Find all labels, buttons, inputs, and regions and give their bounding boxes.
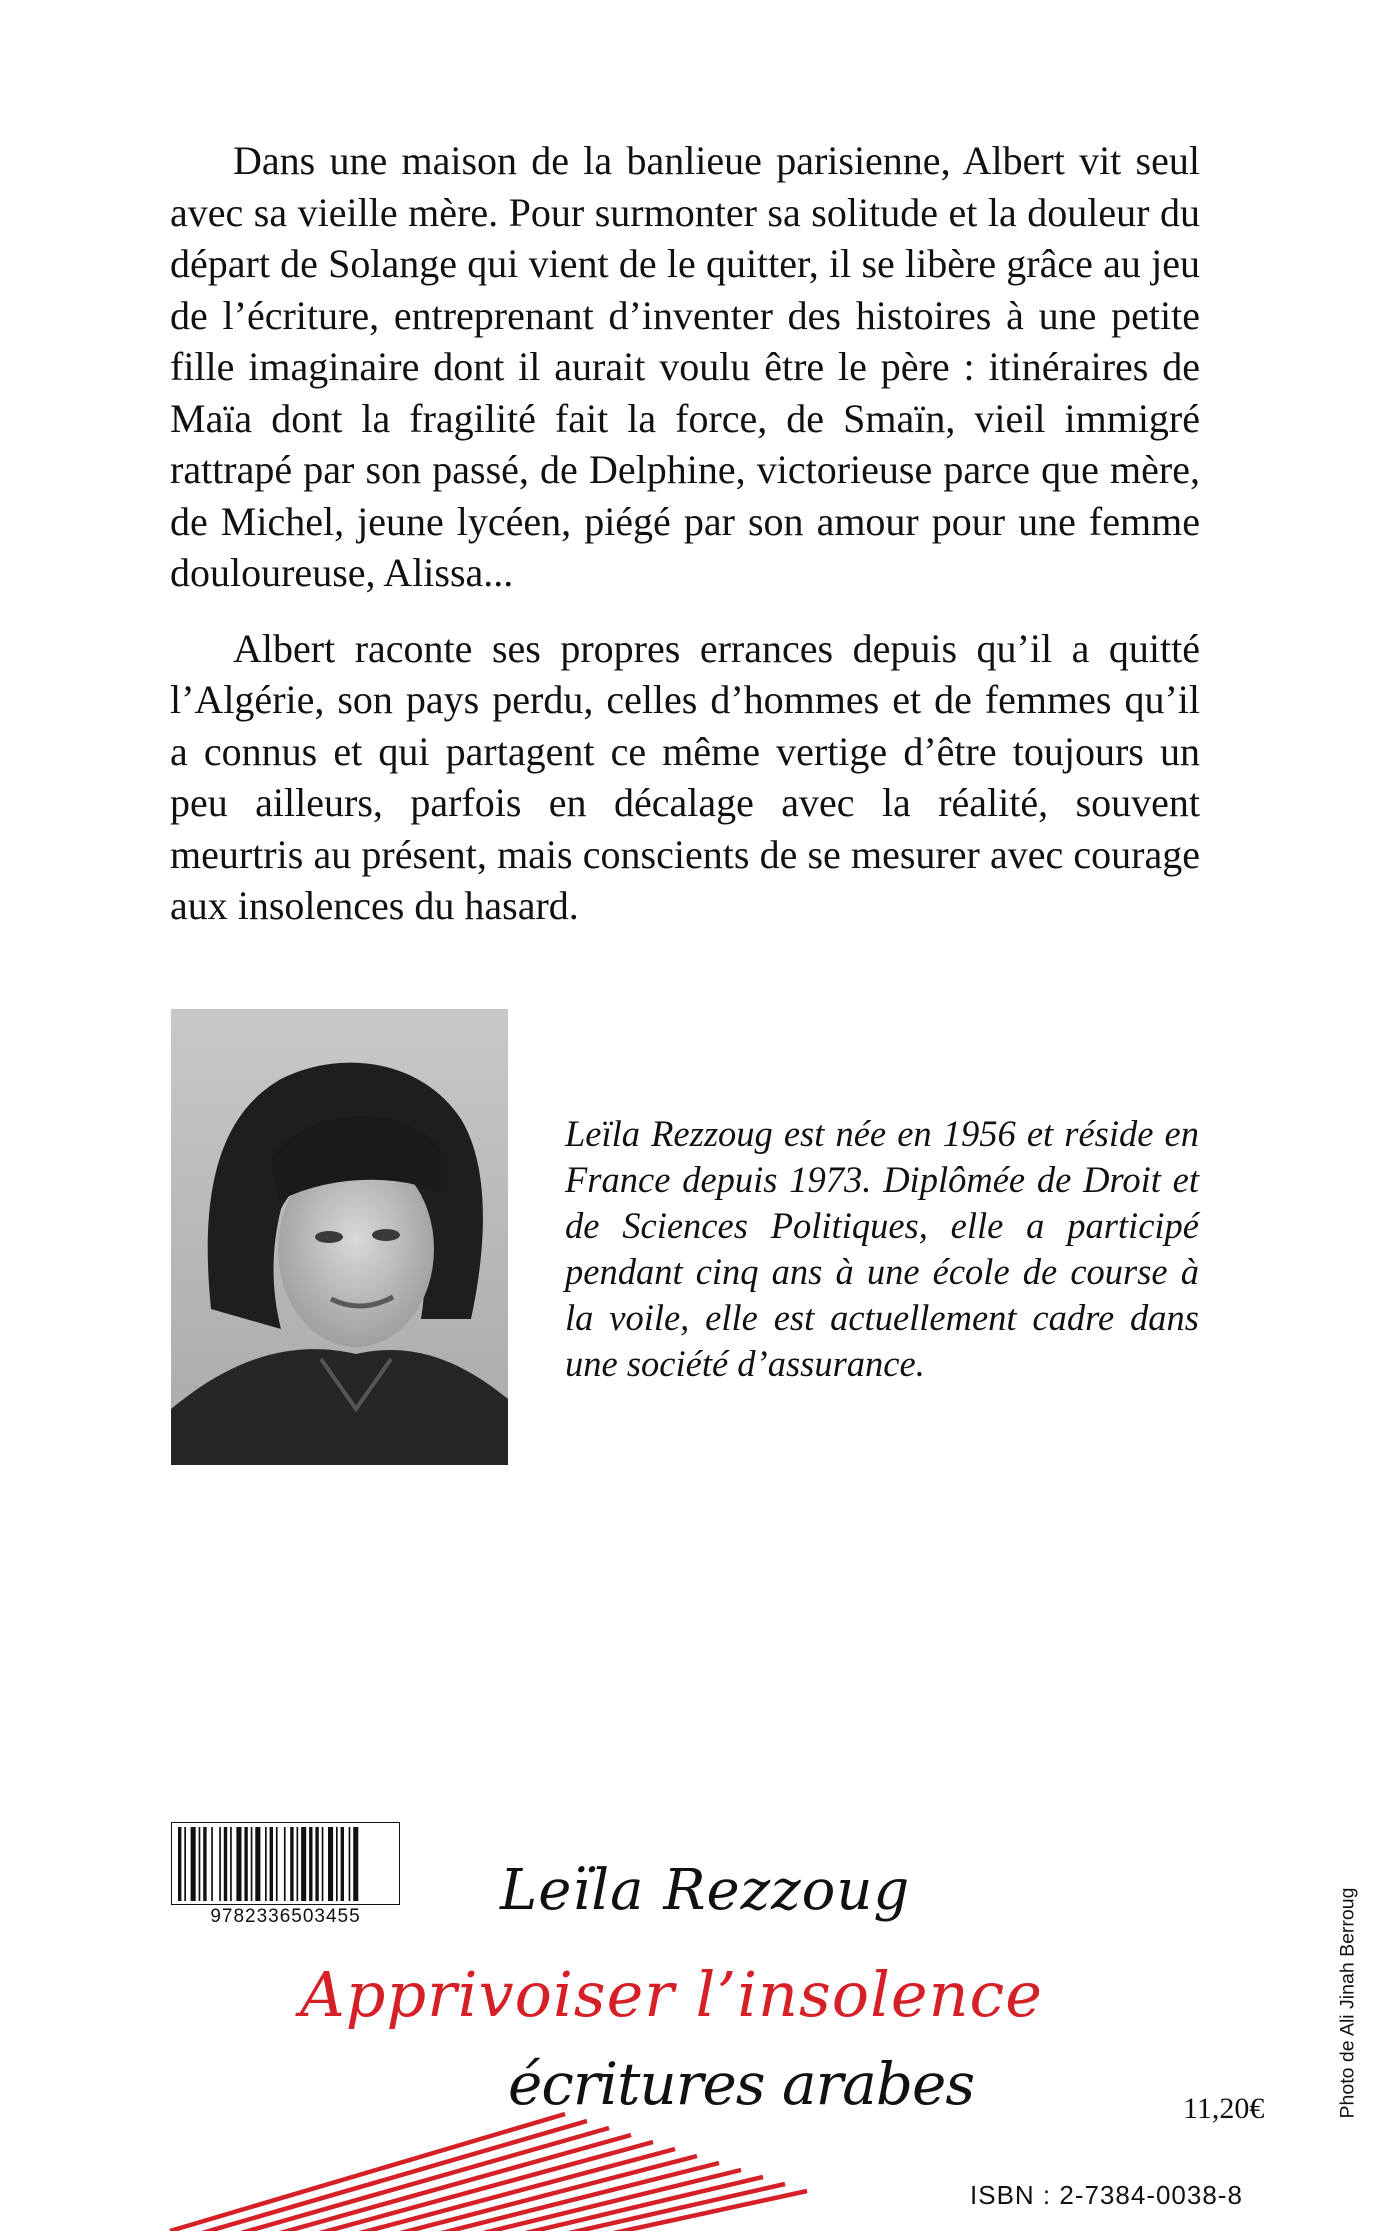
summary-paragraph-1: Dans une maison de la banlieue parisienne, Albert vit seul avec sa vieille mère. Pour surmonter sa solitude et la douleur du départ de Solange qui vient de le quitter, il se libère grâce au jeu de l’écriture, entreprenant d’inventer des histoires à une petite fille imaginaire dont il aurait voulu être le père : itinéraires de Maïa dont la fragilité fait la force, de Smaïn, vieil immigré rattrapé par son passé, de Delphine, victorieuse parce que mère, de Michel, jeune lycéen, piégé par son amour pour une femme douloureuse, Alissa... (170, 138, 1200, 595)
isbn: ISBN : 2-7384-0038-8 (970, 2180, 1243, 2210)
author-biography: Leïla Rezzoug est née en 1956 et réside en France depuis 1973. Diplômée de Droit et de Sciences Politiques, elle a participé pendant cinq ans à une école de course à la voile, elle est actuellement cadre dans une société d’assurance. (565, 1113, 1199, 1384)
cover-author-name: Leïla Rezzoug (500, 1858, 911, 1923)
red-stripe (170, 2114, 565, 2231)
barcode-number: 9782336503455 (210, 1906, 361, 1927)
price: 11,20€ (1183, 2092, 1265, 2125)
photo-credit: Photo de Ali Jinah Berroug (1336, 1887, 1359, 2119)
summary-paragraph-2: Albert raconte ses propres errances depuis qu’il a quitté l’Algérie, son pays perdu, celles d’hommes et de femmes qu’il a connus et qui partagent ce même vertige d’être toujours un peu ailleurs, parfois en décalage avec la réalité, souvent meurtris au présent, mais conscients de se mesurer avec courage aux insolences du hasard. (170, 625, 1200, 928)
series-name: écritures arabes (508, 2050, 975, 2118)
book-title: Apprivoiser l’insolence (300, 1958, 1043, 2031)
